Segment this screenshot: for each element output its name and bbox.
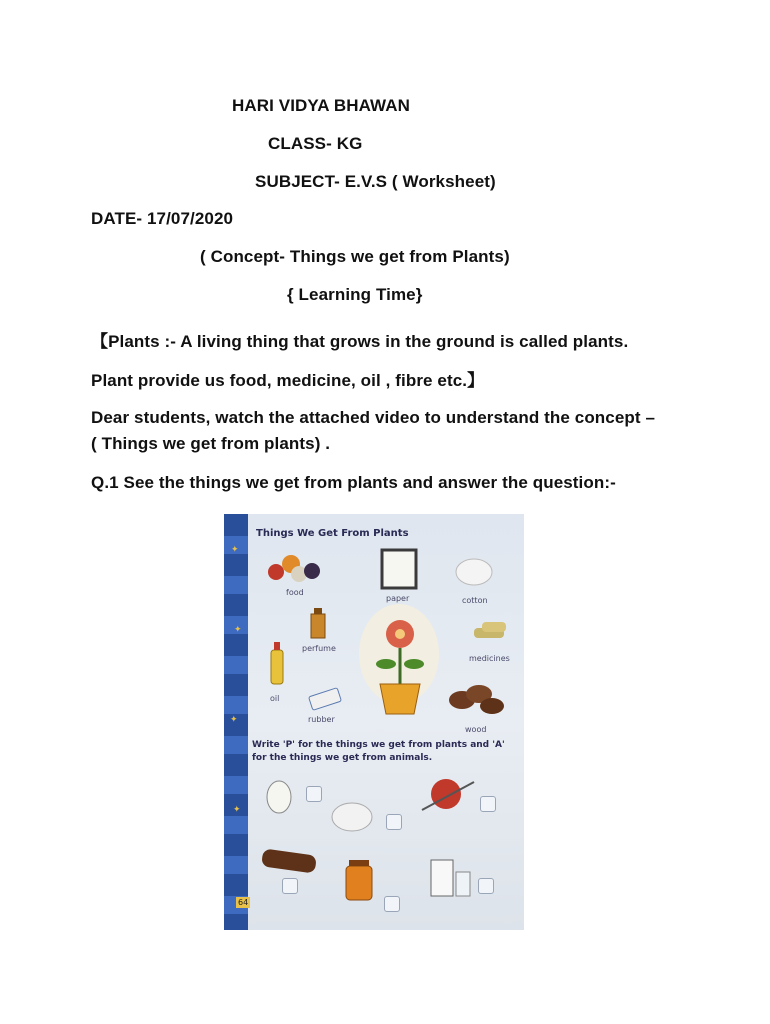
food-label: food [286, 588, 304, 597]
school-name: HARI VIDYA BHAWAN [232, 96, 411, 115]
concept-label: ( Concept- Things we get from Plants) [200, 247, 510, 266]
instruction-line-1: Dear students, watch the attached video to understand the concept – [91, 408, 656, 427]
question-1: Q.1 See the things we get from plants and answer the question:- [91, 473, 616, 492]
oil-label: oil [270, 694, 280, 703]
oil-bottle-icon [271, 642, 283, 684]
log-icon [261, 848, 317, 873]
answer-box [306, 786, 322, 802]
paper-icon [382, 550, 416, 588]
star-icon: ✦ [230, 714, 238, 724]
answer-box [480, 796, 496, 812]
date-label: DATE- 17/07/2020 [91, 209, 234, 228]
perfume-icon [311, 608, 325, 638]
plant-pot-icon [359, 604, 439, 714]
paper-label: paper [386, 594, 410, 603]
worksheet-title: Things We Get From Plants [256, 528, 409, 539]
cotton-label: cotton [462, 596, 488, 605]
star-icon: ✦ [231, 544, 239, 554]
star-icon: ✦ [233, 804, 241, 814]
page-number: 64 [238, 898, 249, 907]
wood-logs-icon [449, 685, 504, 714]
definition-line-1: 【Plants :- A living thing that grows in the ground is called plants. [91, 332, 629, 351]
answer-box [384, 896, 400, 912]
cotton-ball-icon [332, 803, 372, 831]
worksheet-instruction-2: for the things we get from animals. [252, 753, 433, 763]
instruction-line-2: ( Things we get from plants) . [91, 434, 331, 453]
medicines-icon [474, 622, 506, 638]
subject-label: SUBJECT- E.V.S ( Worksheet) [255, 172, 496, 191]
wool-ball-icon [422, 779, 474, 810]
wood-label: wood [465, 725, 487, 734]
answer-box [478, 878, 494, 894]
medicines-label: medicines [469, 654, 510, 663]
worksheet-instruction-1: Write 'P' for the things we get from plants and 'A' [252, 740, 505, 750]
class-label: CLASS- KG [268, 134, 363, 153]
cotton-icon [456, 559, 492, 585]
definition-line-2: Plant provide us food, medicine, oil , fibre etc.】 [91, 371, 485, 390]
learning-time-label: { Learning Time} [287, 285, 423, 304]
answer-box [386, 814, 402, 830]
worksheet-photo [224, 514, 524, 930]
milk-carton-icon [431, 860, 470, 896]
perfume-label: perfume [302, 644, 336, 653]
worksheet-illustrations [224, 514, 524, 930]
egg-icon [267, 781, 291, 813]
answer-box [282, 878, 298, 894]
food-icon [268, 555, 320, 582]
rubber-label: rubber [308, 715, 335, 724]
honey-jar-icon [346, 860, 372, 900]
star-icon: ✦ [234, 624, 242, 634]
rubber-icon [309, 688, 342, 711]
